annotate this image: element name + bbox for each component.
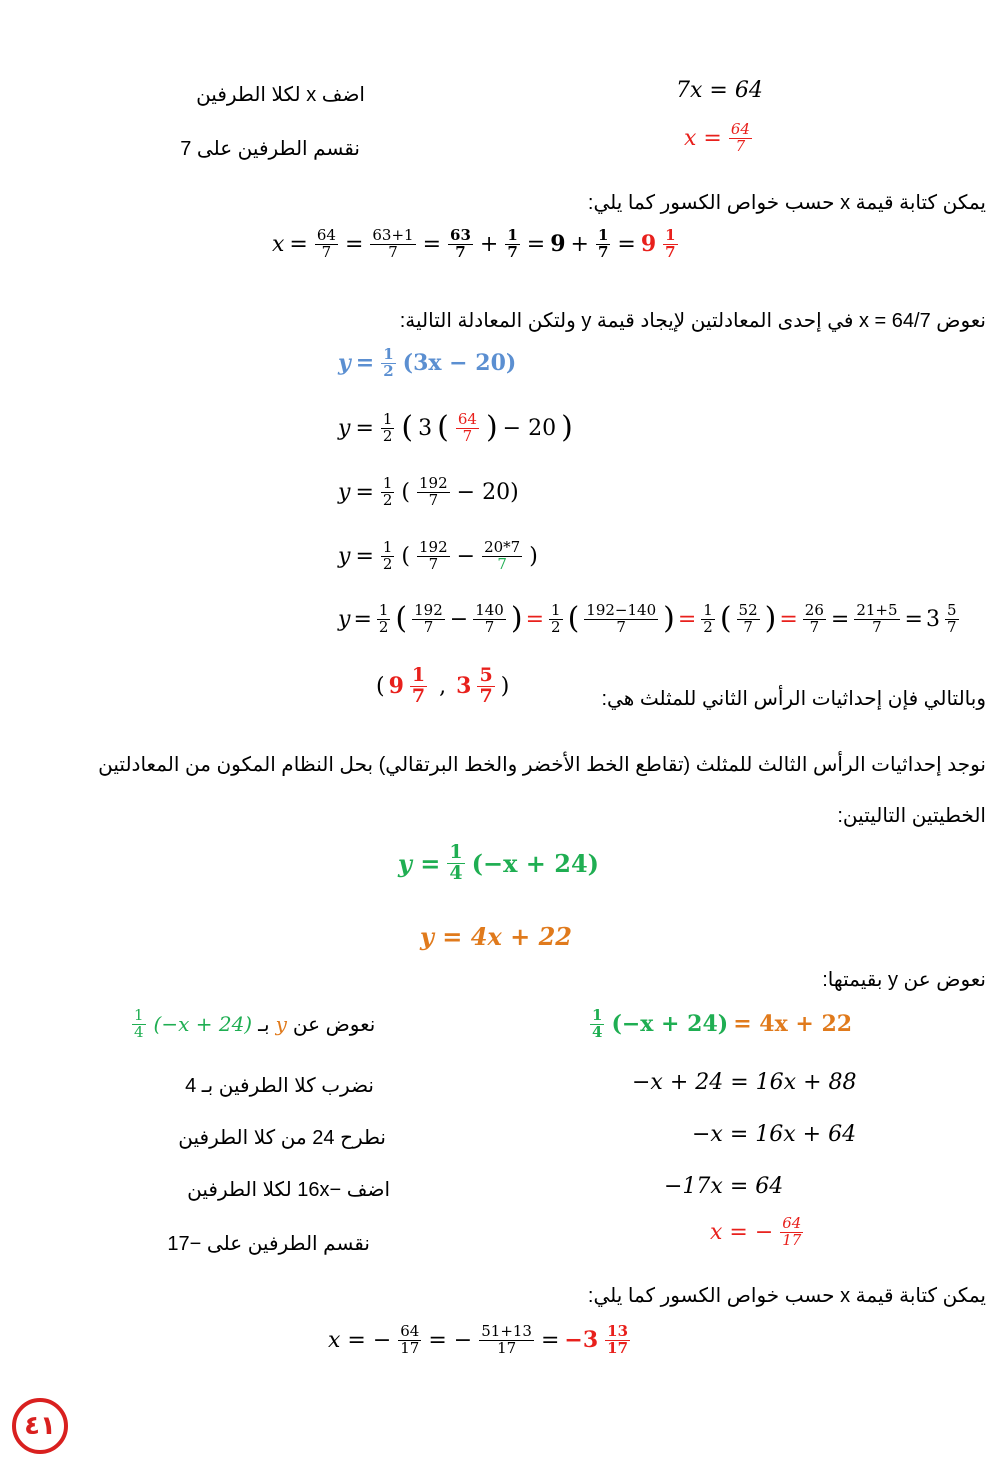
bottom-eq-3: −x = 16x + 64 [692, 1122, 857, 1147]
fraction-note-1: يمكن كتابة قيمة x حسب خواص الكسور كما يلي: [587, 192, 986, 214]
third-vertex-note-1: نوجد إحداثيات الرأس الثالث للمثلث (تقاطع الخط الأخضر والخط البرتقالي) بحل النظام المكون من المعادلتين [98, 754, 986, 776]
fraction-line-2: x = − $\frac{64}{17}$ = − $\frac{51+13}{17}$ = −3 13 17 [328, 1322, 629, 1357]
third-vertex-note-2: الخطيتين التاليتين: [837, 805, 986, 827]
substitute-y-note: نعوض عن y بقيمتها: [822, 969, 986, 991]
eq-x-64-over-7: x = $\frac{64}{7}$ [684, 120, 750, 155]
bottom-eq-1: 1 4 (−x + 24) = 4x + 22 [592, 1006, 853, 1041]
bottom-eq-2: −x + 24 = 16x + 88 [632, 1070, 857, 1095]
bottom-note-5: نقسم الطرفين على −17 [167, 1233, 370, 1255]
green-line-equation: y = $\frac{1}{4}$ (−x + 24) [398, 841, 600, 884]
vertex2-note: وبالتالي فإن إحداثيات الرأس الثاني للمثلث هي: [601, 688, 986, 710]
bottom-note-4: اضف −16x لكلا الطرفين [187, 1179, 390, 1201]
vertex2-coords: ( 9 1 7 , 3 5 7 ) [376, 664, 510, 707]
y-step-2: y = $\frac{1}{2}$ ( 3 ( 64 7 ) − 20 ) [338, 410, 573, 446]
step-note-1: اضف x لكلا الطرفين [196, 84, 365, 106]
bottom-eq-5: x = − $\frac{64}{17}$ [710, 1214, 802, 1249]
substitute-note-1: نعوض x = 64/7 في إحدى المعادلتين لإيجاد قيمة y ولتكن المعادلة التالية: [399, 310, 986, 332]
page-number-badge: ٤١ [12, 1398, 68, 1454]
fraction-note-2: يمكن كتابة قيمة x حسب خواص الكسور كما يلي: [587, 1285, 986, 1307]
bottom-eq-4: −17x = 64 [664, 1174, 784, 1199]
bottom-note-3: نطرح 24 من كلا الطرفين [178, 1127, 386, 1149]
y-step-3: y = $\frac{1}{2}$ ( 192 7 − 20) [338, 474, 519, 509]
orange-line-equation: y = 4x + 22 [420, 922, 572, 951]
y-step-1: y = $\frac{1}{2}$ (3x − 20) [338, 345, 517, 380]
fraction-line-1: x = $\frac{64}{7}$ = $\frac{63+1}{7}$ = $\frac{63}{7}$ + $\frac{1}{7}$ = 9 + $\frac{1}{7}$ = 9 1 7 [272, 226, 676, 261]
bottom-note-2: نضرب كلا الطرفين بـ 4 [185, 1075, 374, 1097]
step-note-2: نقسم الطرفين على 7 [180, 138, 360, 160]
eq-7x-64: 7x = 64 [676, 78, 763, 103]
bottom-note-1: 1 4 (−x + 24) بـ y نعوض عن [134, 1006, 376, 1041]
y-step-5: y = $\frac{1}{2}$ ( 192 7 − $\frac{140}{7}$ ) = $\frac{1}{2}$ ( 192−140 7 ) = $\frac{1}{2}$ ( 52 7 ) = $\frac{26}{7}$ = $\frac{21+5}{7}$ = 3 5 7 [338, 601, 957, 637]
y-step-4: y = $\frac{1}{2}$ ( 192 7 − $\frac{20*7}{7}$ ) [338, 538, 538, 573]
